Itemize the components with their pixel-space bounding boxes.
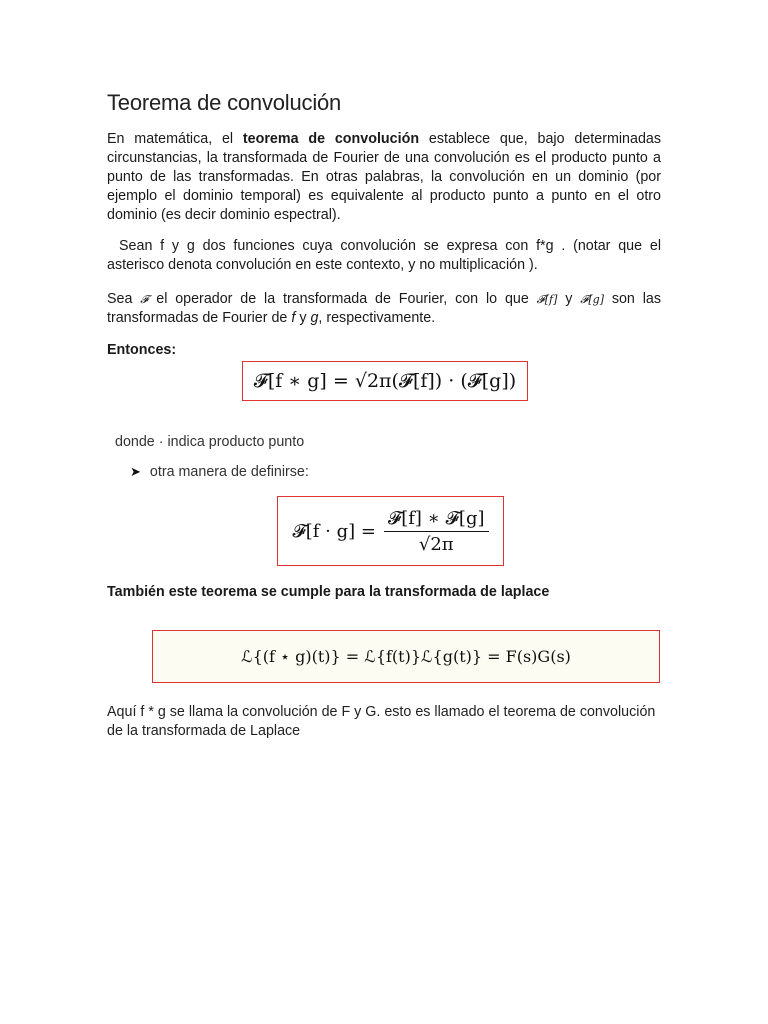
fourier-operator-symbol: 𝓕 (140, 293, 149, 306)
formula2-denominator: √2π (418, 533, 454, 555)
fourier-f-symbol: 𝓕[f] (536, 293, 558, 306)
formula2-numerator: 𝓕[f] ∗ 𝓕[g] (384, 508, 489, 532)
bullet-item (130, 464, 309, 480)
formula2-fraction (384, 508, 489, 555)
p3-text-e: y (295, 310, 311, 326)
laplace-paragraph: Aquí f * g se llama la convolución de F y G. esto es llamado el teorema de convolución de la transformada de Laplace (107, 704, 656, 739)
formula-fourier-product (277, 496, 504, 566)
convolution-paragraph: Sean f y g dos funciones cuya convolución se expresa con f*g . (notar que el asterisco denota convolución en este contexto, y no multiplicación ). (107, 238, 661, 273)
bullet-text: otra manera de definirse: (149, 464, 309, 480)
p3-text-end: , respectivamente. (318, 310, 436, 326)
intro-post: establece que, bajo determinadas circunstancias, la transformada de Fourier de una convolución es el producto punto a punto de las transformadas. En otras palabras, la convolución en un dominio (por ejemplo el dominio temporal) es equivalente al producto punto a punto en el otro dominio (es decir dominio espectral). (107, 131, 661, 223)
intro-pre: En matemática, el (107, 131, 243, 147)
p3-g-italic: g (310, 310, 319, 326)
p3-f-italic: f (291, 310, 296, 326)
arrow-bullet-icon: ➤ (130, 464, 141, 479)
page-title: Teorema de convolución (107, 90, 342, 115)
fourier-operator-paragraph (107, 290, 661, 328)
p3-text-c: y (557, 291, 581, 307)
p3-text-a: Sea (107, 291, 141, 307)
formula2-lhs: 𝓕[f · g] = (292, 520, 376, 542)
formula3-text: ℒ{(f ⋆ g)(t)} = ℒ{f(t)}ℒ{g(t)} = F(s)G(s) (241, 647, 571, 666)
donde-text: donde · indica producto punto (115, 434, 305, 450)
fourier-g-symbol: 𝓕[g] (580, 293, 604, 306)
formula1-text: 𝓕[f ∗ g] = √2π(𝓕[f]) · (𝓕[g]) (253, 370, 517, 392)
p3-text-b: el operador de la transformada de Fourier, con lo que (148, 291, 537, 307)
entonces-label: Entonces: (107, 342, 177, 358)
formula-fourier-convolution (242, 361, 528, 401)
intro-bold-term: teorema de convolución (242, 131, 420, 147)
intro-paragraph (107, 130, 661, 225)
laplace-heading: También este teorema se cumple para la transformada de laplace (107, 584, 550, 600)
p3-text-d: son las transformadas de Fourier de (107, 291, 661, 326)
formula-laplace-convolution (152, 630, 660, 683)
